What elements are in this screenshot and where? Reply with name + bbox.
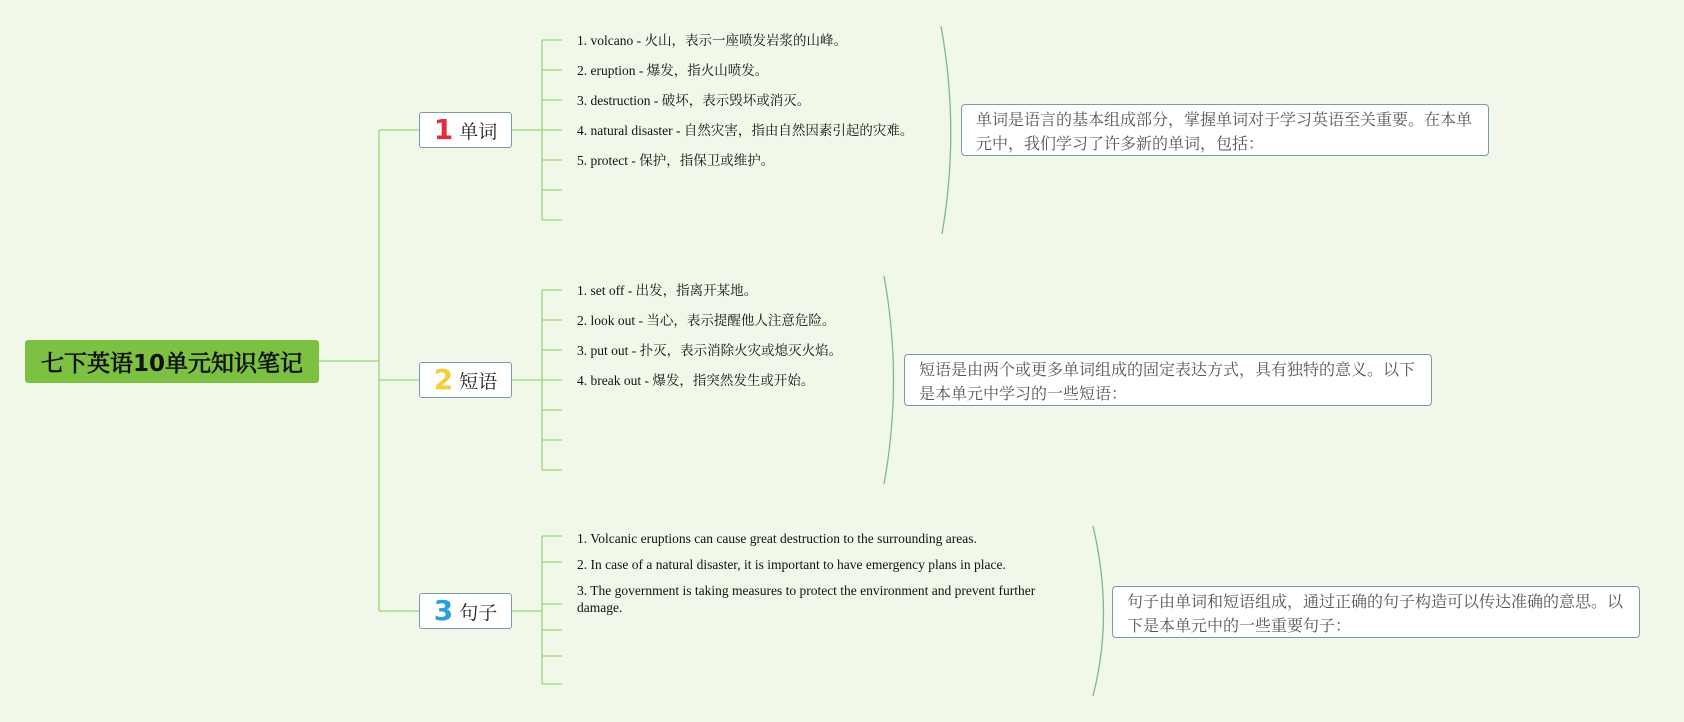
topic-label: 单词 — [459, 120, 498, 143]
topic-label: 短语 — [459, 370, 498, 393]
number-2-icon: 2 — [433, 363, 454, 396]
words-item-3[interactable]: 3. destruction - 破坏，表示毁坏或消灭。 — [577, 93, 811, 108]
words-item-4[interactable]: 4. natural disaster - 自然灾害，指由自然因素引起的灾难。 — [577, 123, 914, 138]
topic-sentences[interactable] — [419, 593, 512, 629]
summary-note-words[interactable]: 单词是语言的基本组成部分，掌握单词对于学习英语至关重要。在本单元中，我们学习了许多新的单词，包括： — [961, 104, 1489, 156]
root-title-node[interactable]: 七下英语10单元知识笔记 — [25, 340, 319, 383]
summary-bracket-1 — [941, 26, 951, 234]
topic-label: 句子 — [459, 601, 498, 624]
topic-words[interactable] — [419, 112, 512, 148]
phrases-item-3[interactable]: 3. put out - 扑灭，表示消除火灾或熄灭火焰。 — [577, 343, 843, 358]
phrases-item-4[interactable]: 4. break out - 爆发，指突然发生或开始。 — [577, 373, 815, 388]
phrases-item-1[interactable]: 1. set off - 出发，指离开某地。 — [577, 283, 758, 298]
words-item-1[interactable]: 1. volcano - 火山，表示一座喷发岩浆的山峰。 — [577, 33, 847, 48]
sentences-item-3[interactable]: 3. The government is taking measures to protect the environment and prevent further damage. — [577, 583, 1036, 615]
summary-bracket-2 — [884, 276, 894, 484]
summary-note-phrases[interactable]: 短语是由两个或更多单词组成的固定表达方式，具有独特的意义。以下是本单元中学习的一些短语： — [904, 354, 1432, 406]
summary-note-sentences[interactable]: 句子由单词和短语组成，通过正确的句子构造可以传达准确的意思。以下是本单元中的一些重要句子： — [1112, 586, 1640, 638]
summary-bracket-3 — [1093, 526, 1104, 696]
sentences-item-2[interactable]: 2. In case of a natural disaster, it is important to have emergency plans in place. — [577, 557, 1006, 572]
phrases-item-2[interactable]: 2. look out - 当心，表示提醒他人注意危险。 — [577, 313, 836, 328]
words-item-2[interactable]: 2. eruption - 爆发，指火山喷发。 — [577, 63, 769, 78]
topic-phrases[interactable] — [419, 362, 512, 398]
number-3-icon: 3 — [433, 594, 454, 627]
number-1-icon: 1 — [433, 113, 454, 146]
sentences-item-1[interactable]: 1. Volcanic eruptions can cause great destruction to the surrounding areas. — [577, 531, 977, 546]
words-item-5[interactable]: 5. protect - 保护，指保卫或维护。 — [577, 153, 775, 168]
